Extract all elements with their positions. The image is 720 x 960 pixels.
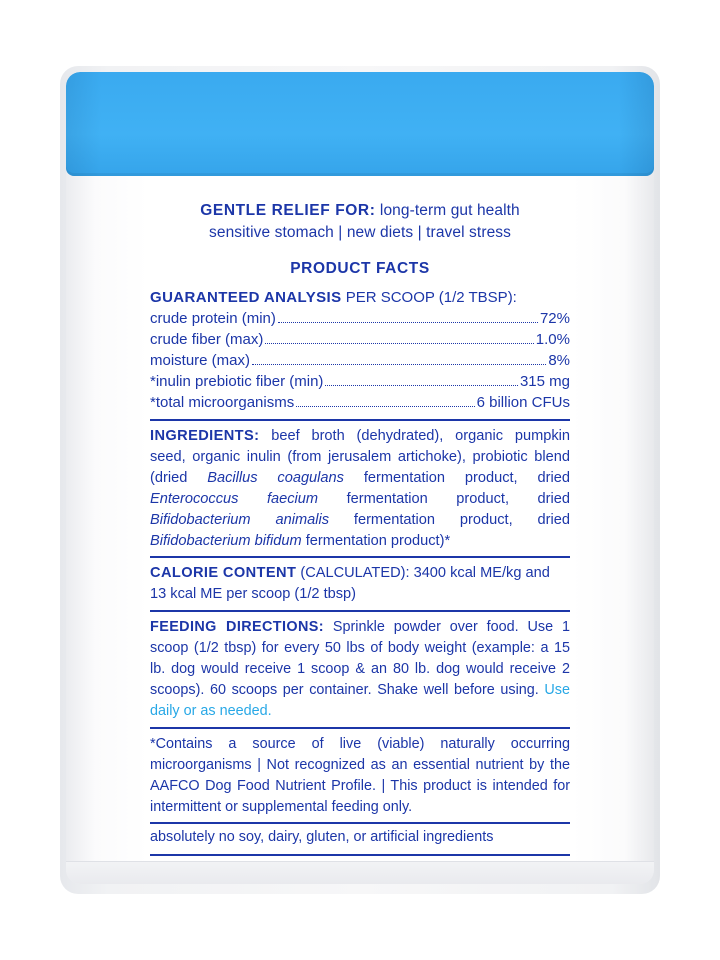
tin-lid-shading [66,72,654,176]
free-from-statement: absolutely no soy, dairy, gluten, or artificial ingredients [150,829,494,845]
analysis-row [150,392,570,413]
calorie-heading: CALORIE CONTENT [150,565,297,581]
relief-statement [150,200,570,244]
feeding-directions-section [150,617,570,722]
analysis-row-value: 8% [548,352,570,369]
analysis-row-value: 72% [539,310,570,327]
analysis-heading-line [150,287,570,308]
section-divider [150,854,570,856]
analysis-row [150,308,570,329]
ingredient-species: Enterococcus faecium [150,491,319,507]
ingredient-species: Bifidobacterium animalis [150,512,330,528]
analysis-row-value: 315 mg [519,373,570,390]
analysis-row-label: crude fiber (max) [150,331,264,348]
ingredient-species: Bacillus coagulans [207,470,344,486]
relief-line-1 [150,200,570,222]
section-divider [150,727,570,729]
analysis-row-value: 6 billion CFUs [476,394,570,411]
ingredients-heading: INGREDIENTS: [150,428,260,444]
feeding-accent-text: Use daily or as needed. [150,682,570,719]
tin-bottom-rim [66,861,654,884]
calorie-content-section [150,563,570,605]
leader-dots [252,350,546,365]
supplement-tin [66,72,654,884]
guaranteed-analysis [150,287,570,413]
leader-dots [278,308,538,323]
ingredients-text: fermentation product, dried [363,470,570,486]
ingredients-text: fermentation product, dried [353,512,570,528]
analysis-heading: GUARANTEED ANALYSIS [150,289,342,306]
analysis-row-label: crude protein (min) [150,310,276,327]
product-facts-title: PRODUCT FACTS [290,260,430,277]
analysis-row-label: *total microorganisms [150,394,295,411]
analysis-row-label: moisture (max) [150,352,251,369]
analysis-heading-suffix: PER SCOOP (1/2 TBSP): [345,289,517,306]
footnote: *Contains a source of live (viable) naturally occurring microorganisms | Not recognized as an essential nutrient by the AAFCO Dog Food Nutrient Profile. | This product is intended for intermittent or supplemental feeding only. [150,736,570,815]
leader-dots [325,371,518,386]
analysis-row-label: *inulin prebiotic fiber (min) [150,373,324,390]
feeding-heading: FEEDING DIRECTIONS: [150,619,324,635]
analysis-row [150,350,570,371]
relief-line-1-text: long-term gut health [379,202,520,219]
section-divider [150,822,570,824]
ingredients-text: beef broth (dehydrated), organic pumpkin seed, organic inulin (from jerusalem artichoke), probiotic blend (dried [150,428,570,486]
ingredient-species: Bifidobacterium bifidum [150,533,302,549]
calorie-text: (CALCULATED): 3400 kcal ME/kg and 13 kcal ME per scoop (1/2 tbsp) [150,565,550,602]
analysis-row [150,329,570,350]
analysis-row-value: 1.0% [535,331,570,348]
relief-line-2: sensitive stomach | new diets | travel stress [209,224,511,241]
section-divider [150,419,570,421]
section-divider [150,610,570,612]
ingredients-section [150,426,570,552]
ingredients-text: fermentation product)* [305,533,451,549]
section-divider [150,556,570,558]
ingredients-text: fermentation product, dried [346,491,570,507]
analysis-row [150,371,570,392]
leader-dots [296,392,474,407]
relief-heading: GENTLE RELIEF FOR: [200,202,376,219]
leader-dots [265,329,533,344]
feeding-text: Sprinkle powder over food. Use 1 scoop (1/2 tbsp) for every 50 lbs of body weight (example: a 15 lb. dog would receive 1 scoop & an 80 lb. dog would receive 2 scoops). 60 scoops per container. Shake well before using. [150,619,570,698]
